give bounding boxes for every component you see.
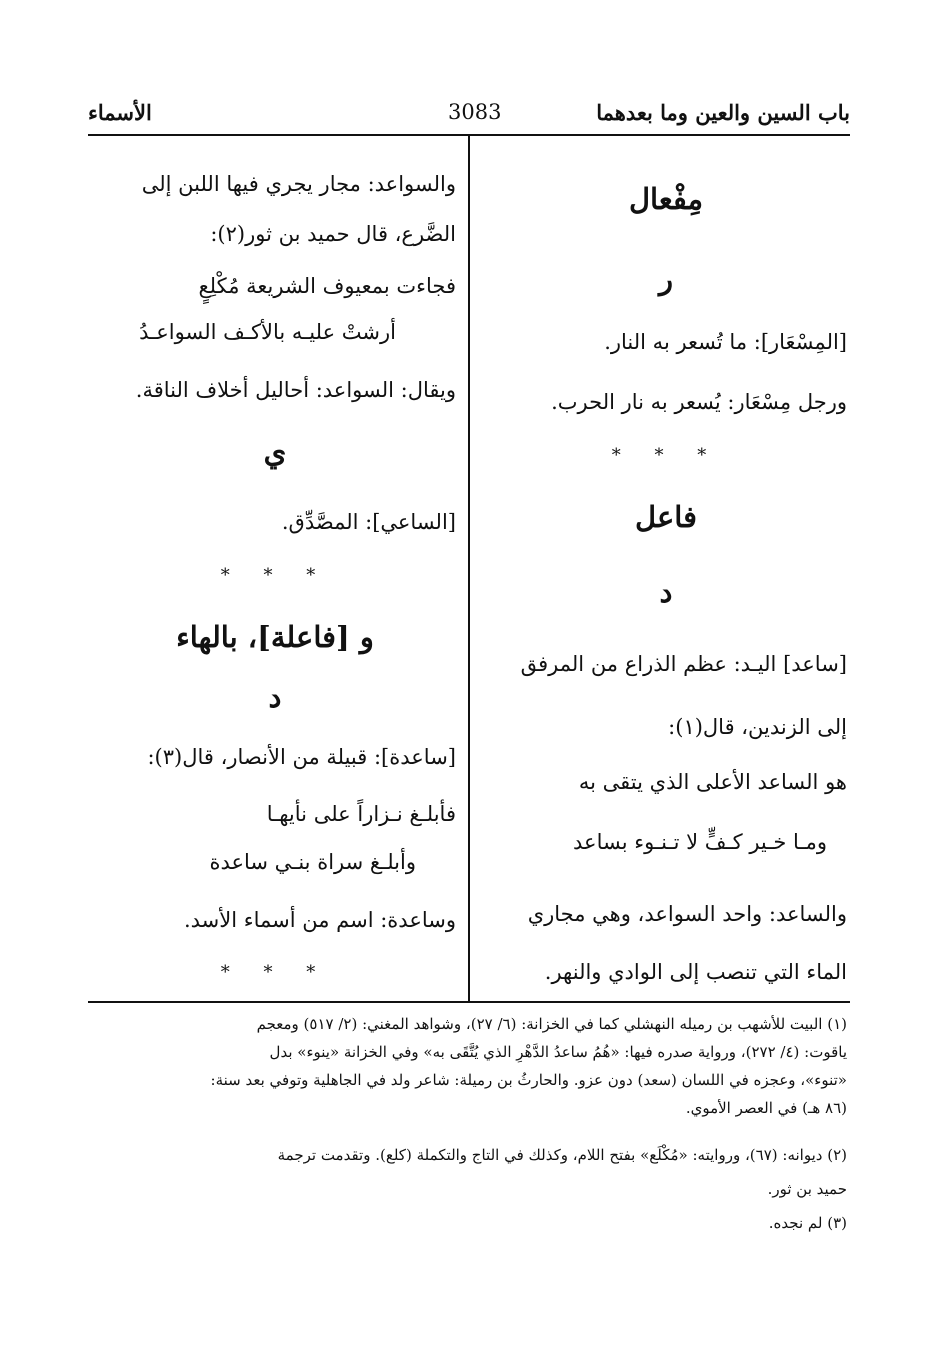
separator-stars: * * * xyxy=(220,962,330,983)
verse-line: أرشتْ عليـه بالأكـف السواعـدُ xyxy=(139,320,396,344)
footnote-line: «تنوء»، وعجزه في اللسان (سعد) دون عزو. والحارثُ بن رميلة: شاعر ولد في الجاهلية وتوفي بعد سنة: xyxy=(210,1071,847,1089)
footnote-rule xyxy=(88,1001,850,1003)
right-column xyxy=(485,150,847,995)
footnote-line: حميد بن ثور. xyxy=(767,1180,847,1198)
entry-line: والسواعد: مجار يجري فيها اللبن إلى xyxy=(141,172,456,196)
separator-stars: * * * xyxy=(611,445,721,466)
footnote-line: (٨٦ هـ) في العصر الأموي. xyxy=(685,1099,847,1117)
footnote-line: (٢) ديوانه: (٦٧)، وروايته: «مُكْلَع» بفتح اللام، وكذلك في التاج والتكملة (كلع). وتقدمت ترجمة xyxy=(277,1146,847,1164)
verse-line: فأبلـغ نـزاراً على نأيهـا xyxy=(266,802,456,826)
entry-line: [المِسْعَار]: ما تُسعر به النار. xyxy=(604,330,847,354)
verse-line: فجاءت بمعيوف الشريعة مُكْلِعٍ xyxy=(198,274,456,298)
entry-line: [ساعد] اليـد: عظم الذراع من المرفق xyxy=(520,652,847,676)
entry-line: [ساعدة]: قبيلة من الأنصار، قال(٣): xyxy=(147,745,456,769)
section-title: الأسماء xyxy=(88,100,152,125)
pattern-heading: مِفْعال xyxy=(628,182,704,216)
footnote-line: (٣) لم نجده. xyxy=(768,1214,847,1232)
column-divider xyxy=(468,136,470,1002)
left-column xyxy=(94,150,456,995)
separator-stars: * * * xyxy=(220,565,330,586)
root-letter: ر xyxy=(658,262,673,296)
verse-line: ومـا خـير كـفٍّ لا تـنـوء بساعد xyxy=(573,830,827,854)
page-number: 3083 xyxy=(448,100,502,124)
root-letter: د xyxy=(659,575,673,609)
entry-line: والساعد: واحد السواعد، وهي مجاري xyxy=(527,902,847,926)
running-header xyxy=(88,100,850,136)
entry-line: إلى الزندين، قال(١): xyxy=(668,715,847,739)
footnote-line: (١) البيت للأشهب بن رميله النهشلي كما في الخزانة: (٦/ ٢٧)، وشواهد المغني: (٢/ ٥١٧) ومعجم xyxy=(256,1015,847,1033)
verse-line: وأبلـغ سراة بنـي ساعدة xyxy=(209,850,416,874)
entry-line: ورجل مِسْعَار: يُسعر به نار الحرب. xyxy=(551,390,847,414)
entry-line: ويقال: السواعد: أحاليل أخلاف الناقة. xyxy=(135,378,456,402)
entry-line: [الساعي]: المصَّدِّق. xyxy=(281,510,456,534)
verse-line: هو الساعد الأعلى الذي يتقى به xyxy=(578,770,847,794)
entry-line: وساعدة: اسم من أسماء الأسد. xyxy=(183,908,456,932)
entry-line: الضَّرع، قال حميد بن ثور(٢): xyxy=(210,222,456,246)
entry-line: الماء التي تنصب إلى الوادي والنهر. xyxy=(544,960,847,984)
root-letter: د xyxy=(268,680,282,714)
chapter-title: باب السين والعين وما بعدهما xyxy=(596,100,850,125)
root-letter: ي xyxy=(263,435,287,469)
pattern-heading: و [فاعلة]، بالهاء xyxy=(176,620,374,654)
footnote-line: ياقوت: (٤/ ٢٧٢)، ورواية صدره فيها: «هُمُ ساعدُ الدَّهْرِ الذي يُتَّقَى به» وفي الخزانة «ينوء» بدل xyxy=(269,1043,847,1061)
pattern-heading: فاعل xyxy=(635,500,697,534)
